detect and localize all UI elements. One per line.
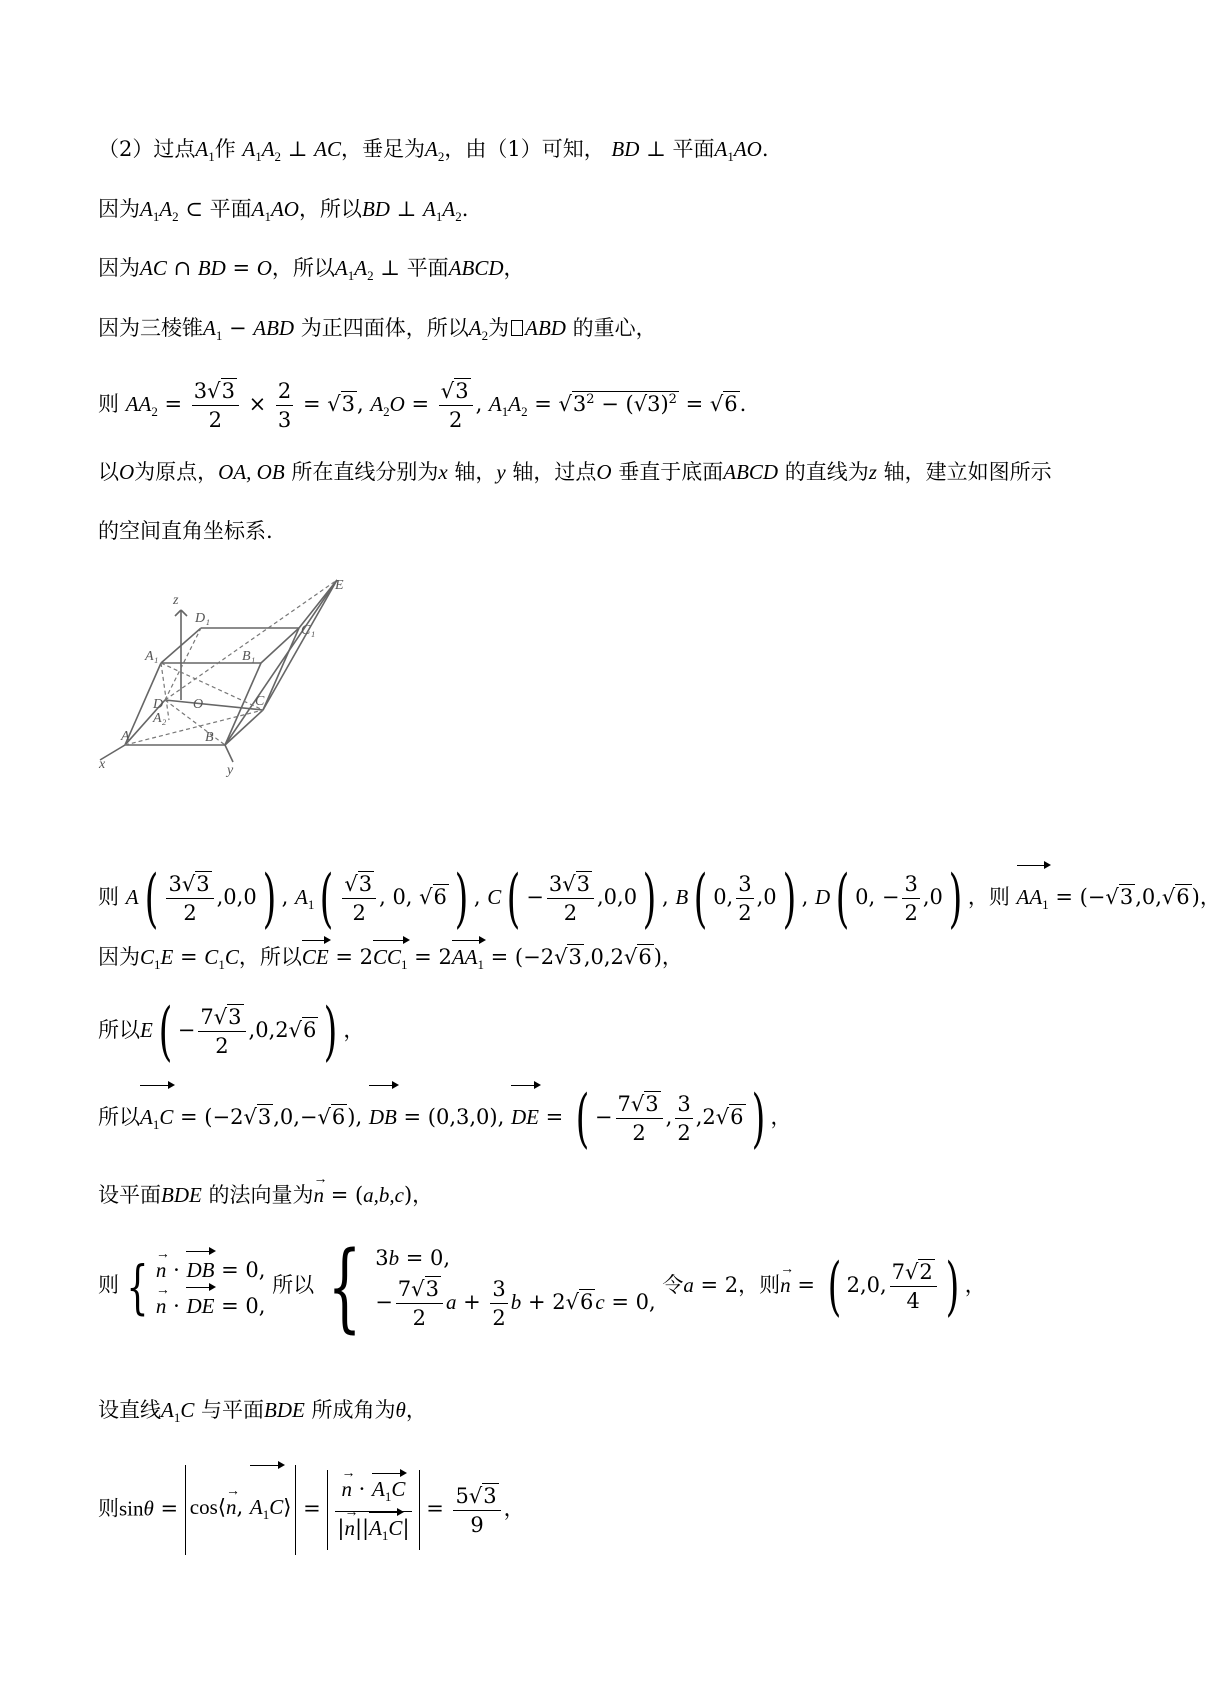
svg-text:z: z bbox=[173, 593, 179, 608]
line-2: 因为$A_1A_2$ ⊂ 平面$A_1AO$，所以BD ⊥ $A_1A_2$. bbox=[98, 197, 469, 224]
line-15: 则sinθ = cos⟨→ n, $A_1C⟩$ = → $\frac{n \cdot A_1C}{|\to n||A_1C|}$ = $\frac{5√3}{9}$ ， bbox=[98, 1465, 1140, 1555]
line-4: 因为三棱锥$A_1$ − ABD 为正四面体，所以$A_2$为 ABD 的重心， bbox=[98, 316, 657, 343]
line-8: 则 A( $\frac{3√3}{2}$ ,0,0) , $A_1$( $\frac{√3}{2}$ , 0, √6 ) , C( − $\frac{3√3}{2}$ ,0,0) , B( 0, $\frac{3}{2}$ ,0) , D( 0, − $\frac{3}{2}$ ,0) ，则 $AA_1 = (-√3,0,√6)$， bbox=[98, 861, 1221, 936]
coordinate-figure bbox=[95, 578, 395, 810]
svg-text:D: D bbox=[153, 697, 164, 712]
line-10: 所以E( − $\frac{7√3}{2}$ ,0,2√6 ) ， bbox=[98, 994, 365, 1069]
line-1: （2）过点$A_1$作 $A_1A_2$ ⊥ AC，垂足为$A_2$，由（1）可知， BD ⊥ 平面$A_1AO$. bbox=[98, 137, 769, 164]
svg-text:y: y bbox=[227, 763, 234, 778]
svg-text:E: E bbox=[335, 578, 344, 593]
svg-text:B₁: B₁ bbox=[242, 649, 256, 664]
line-5: 则 $AA_2$ = $\frac{3√3}{2}$ × $\frac{2}{3}$ = √3, $A_2O$ = $\frac{√3}{2}$ , $A_1A_2 = √3^2 - (√3)^2 = √6$. bbox=[98, 379, 747, 432]
svg-text:A: A bbox=[121, 729, 130, 744]
svg-text:A₂: A₂ bbox=[153, 711, 167, 726]
line-14: 设直线$A_1C$ 与平面BDE 所成角为θ， bbox=[98, 1398, 427, 1425]
line-6: 以O为原点，OA, OB 所在直线分别为x 轴，y 轴，过点O 垂直于底面ABCD 的直线为z 轴，建立如图所示 bbox=[98, 460, 1052, 484]
svg-text:C: C bbox=[255, 694, 265, 709]
svg-text:D₁: D₁ bbox=[195, 611, 210, 626]
line-13: 则 { → n · DB = 0, → n · DE = 0, 所以 { 3b = 0, − $\frac{7√3}{2}$ a + $\frac{3}{2}$ b + 2√6c = 0, 令a = 2，则→ n = ( 2,0, $\frac{7√2}{4}$ ) ， bbox=[98, 1240, 1140, 1332]
svg-text:O: O bbox=[193, 697, 204, 712]
svg-text:C₁: C₁ bbox=[301, 623, 316, 638]
line-3: 因为AC ∩ BD = O，所以$A_1A_2$ ⊥ 平面ABCD， bbox=[98, 256, 525, 283]
line-11: 所以$A_1C = (-2√3,0,-√6)$, DB = (0,3,0), DE = ( − $\frac{7√3}{2}$ , $\frac{3}{2}$ ,2√6 ) ， bbox=[98, 1081, 792, 1156]
svg-text:A₁: A₁ bbox=[145, 649, 159, 664]
line-9: 因为$C_1E = C_1C$，所以CE = $2CC_1 = 2AA_1 = (-2√3,0,2√6)$， bbox=[98, 940, 1140, 980]
svg-text:x: x bbox=[99, 757, 106, 772]
line-7: 的空间直角坐标系. bbox=[98, 519, 273, 543]
svg-text:B: B bbox=[205, 730, 214, 745]
line-12: 设平面BDE 的法向量为→ n = (a,b,c)， bbox=[98, 1180, 1140, 1210]
